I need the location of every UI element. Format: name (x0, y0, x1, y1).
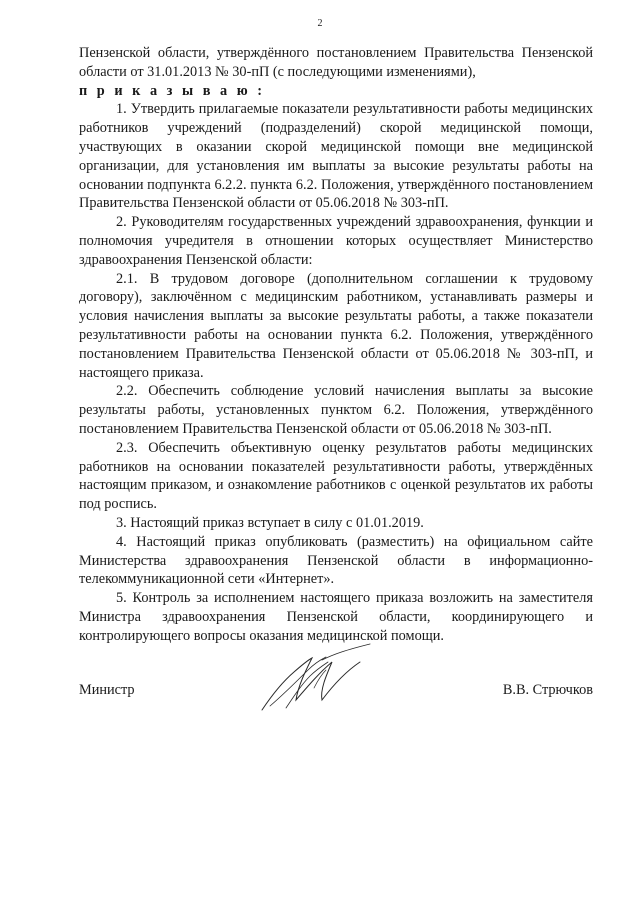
paragraph-2-3: 2.3. Обеспечить объективную оценку результатов работы медицинских работников на основании показателей результативности работы, утверждённых настоящим приказом, и ознакомление работников с оценкой результатов их работы под роспись. (79, 439, 593, 513)
intro-paragraph: Пензенской области, утверждённого постановлением Правительства Пензенской области от 31.01.2013 № 30-пП (с последующими изменениями), (79, 45, 593, 80)
page-number: 2 (317, 18, 323, 29)
paragraph-2-2: 2.2. Обеспечить соблюдение условий начисления выплаты за высокие результаты работы, установленных пунктом 6.2. Положения, утверждённого постановлением Правительства Пензенской области от 05.06.2018 № 303-пП. (79, 383, 593, 437)
paragraph-1: 1. Утвердить прилагаемые показатели результативности работы медицинских работников учреждений (подразделений) скорой медицинской помощи, участвующих в оказании скорой медицинской помощи вне медицинской организации, для установления им выплаты за высокие результаты работы на основании подпункта 6.2.2. пункта 6.2. Положения, утверждённого постановлением Правительства Пензенской области от 05.06.2018 № 303-пП. (79, 101, 593, 212)
signer-name: В.В. Стрючков (502, 682, 593, 698)
order-word (79, 82, 593, 101)
handwritten-signature (250, 640, 390, 720)
document-body (79, 44, 593, 646)
paragraph-5: 5. Контроль за исполнением настоящего приказа возложить на заместителя Министра здравоохранения Пензенской области, координирующего и контролирующего вопросы оказания медицинской помощи. (79, 590, 593, 644)
paragraph-3: 3. Настоящий приказ вступает в силу с 01.01.2019. (116, 514, 424, 531)
order-word-text: п р и к а з ы в а ю : (79, 82, 266, 99)
paragraph-2-1: 2.1. В трудовом договоре (дополнительном соглашении к трудовому договору), заключённом с медицинским работником, устанавливать размеры и условия начисления выплаты за высокие результаты работы, а также показатели результативности работы на основании пункта 6.2. Положения, утверждённого постановлением Правительства Пензенской области от 05.06.2018 № 303-пП, и настоящего приказа. (79, 270, 593, 381)
paragraph-2: 2. Руководителям государственных учреждений здравоохранения, функции и полномочия учредителя в отношении которых осуществляет Министерство здравоохранения Пензенской области: (79, 214, 593, 268)
signer-title: Министр (79, 682, 135, 698)
paragraph-4: 4. Настоящий приказ опубликовать (разместить) на официальном сайте Министерства здравоохранения Пензенской области в информационно-телекоммуникационной сети «Интернет». (79, 533, 593, 588)
signature-row (79, 682, 593, 702)
